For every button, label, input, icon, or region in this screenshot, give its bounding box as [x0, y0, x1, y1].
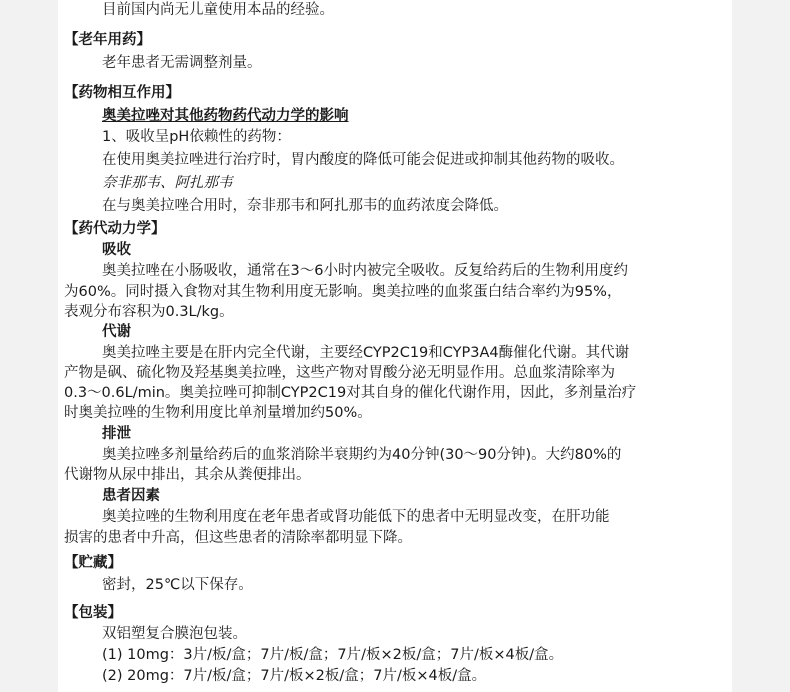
pk-excretion-line: 代谢物从尿中排出，其余从粪便排出。	[64, 467, 311, 483]
pk-metabolism-line: 产物是砜、硫化物及羟基奥美拉唑，这些产物对胃酸分泌无明显作用。总血浆清除率为	[64, 365, 615, 381]
pk-patient-line: 奥美拉唑的生物利用度在老年患者或肾功能低下的患者中无明显改变，在肝功能	[102, 509, 610, 525]
elderly-text: 老年患者无需调整剂量。	[102, 55, 262, 71]
children-usage-tail: 目前国内尚无儿童使用本品的经验。	[102, 2, 334, 18]
interactions-subheading: 奥美拉唑对其他药物药代动力学的影响	[102, 108, 349, 124]
interactions-item1: 1、吸收呈pH依赖性的药物：	[102, 129, 291, 145]
storage-heading: 【贮藏】	[64, 555, 122, 571]
pk-patient-title: 患者因素	[102, 488, 160, 504]
pk-heading: 【药代动力学】	[64, 221, 166, 237]
pk-metabolism-line: 0.3～0.6L/min。奥美拉唑可抑制CYP2C19对其自身的催化代谢作用，因此，多剂量治疗	[64, 385, 637, 401]
interactions-item1-text: 在使用奥美拉唑进行治疗时，胃内酸度的降低可能会促进或抑制其他药物的吸收。	[102, 152, 624, 168]
packaging-heading: 【包装】	[64, 605, 122, 621]
pk-excretion-line: 奥美拉唑多剂量给药后的血浆消除半衰期约为40分钟(30～90分钟)。大约80%的	[102, 447, 622, 463]
pk-absorption-title: 吸收	[102, 242, 131, 258]
elderly-heading: 【老年用药】	[64, 32, 151, 48]
interactions-drugs: 奈非那韦、阿扎那韦	[102, 175, 233, 191]
pk-patient-line: 损害的患者中升高，但这些患者的清除率都明显下降。	[64, 530, 412, 546]
pk-metabolism-title: 代谢	[102, 324, 131, 340]
packaging-text: 双铝塑复合膜泡包装。	[102, 626, 247, 642]
pk-absorption-line: 奥美拉唑在小肠吸收，通常在3～6小时内被完全吸收。反复给药后的生物利用度约	[102, 263, 628, 279]
interactions-heading: 【药物相互作用】	[64, 85, 180, 101]
pk-metabolism-line: 时奥美拉唑的生物利用度比单剂量增加约50%。	[64, 405, 372, 421]
pk-absorption-line: 为60%。同时摄入食物对其生物利用度无影响。奥美拉唑的血浆蛋白结合率约为95%，	[64, 284, 622, 300]
packaging-spec-2: (2) 20mg：7片/板/盒；7片/板×2板/盒；7片/板×4板/盒。	[102, 668, 487, 684]
pk-absorption-line: 表观分布容积为0.3L/kg。	[64, 304, 234, 320]
pk-metabolism-line: 奥美拉唑主要是在肝内完全代谢，主要经CYP2C19和CYP3A4酶催化代谢。其代谢	[102, 345, 630, 361]
document-page	[58, 0, 732, 692]
pk-excretion-title: 排泄	[102, 426, 131, 442]
interactions-drugs-text: 在与奥美拉唑合用时，奈非那韦和阿扎那韦的血药浓度会降低。	[102, 198, 508, 214]
storage-text: 密封，25℃以下保存。	[102, 577, 253, 593]
packaging-spec-1: (1) 10mg：3片/板/盒；7片/板/盒；7片/板×2板/盒；7片/板×4板/盒。	[102, 647, 564, 663]
